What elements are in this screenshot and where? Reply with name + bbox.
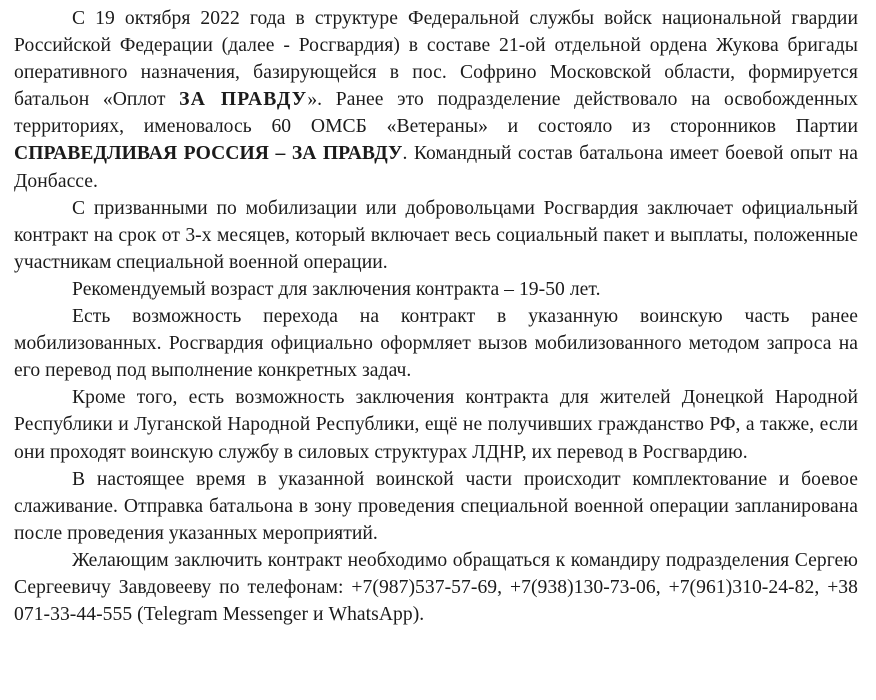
document-page bbox=[14, 5, 858, 628]
bold-party-name: СПРАВЕДЛИВАЯ РОССИЯ – ЗА ПРАВДУ bbox=[14, 143, 403, 165]
paragraph-contract-terms: С призванными по мобилизации или добровольцами Росгвардия заключает официальный контракт на срок от 3-х месяцев, который включает весь социальный пакет и выплаты, положенные участникам специальной военной операции. bbox=[14, 197, 858, 273]
paragraph-text: . Командный состав батальона имеет боевой опыт на Донбассе. bbox=[14, 143, 858, 192]
paragraph-battalion-formation bbox=[14, 5, 858, 195]
bold-slogan: ЗА ПРАВДУ bbox=[179, 89, 308, 111]
paragraph-text: ». Ранее это подразделение действовало на освобожденных территориях, именовалось 60 ОМСБ «Ветераны» и состояло из сторонников Партии bbox=[14, 89, 859, 138]
paragraph-contact-info: Желающим заключить контракт необходимо обращаться к командиру подразделения Сергею Сергеевичу Завдовееву по телефонам: +7(987)537-57-69, +7(938)130-73-06, +7(961)310-24-82, +38 071-33-44-555 (Telegram Messenger и WhatsApp). bbox=[14, 549, 858, 626]
paragraph-current-status: В настоящее время в указанной воинской части происходит комплектование и боевое слаживание. Отправка батальона в зону проведения специальной военной операции запланирована после проведения указанных мероприятий. bbox=[14, 468, 858, 544]
paragraph-transfer-mobilized: Есть возможность перехода на контракт в указанную воинскую часть ранее мобилизованных. Росгвардия официально оформляет вызов мобилизованного методом запроса на его перевод под выполнение конкретных задач. bbox=[14, 306, 858, 382]
paragraph-text: С 19 октября 2022 года в структуре Федеральной службы войск национальной гвардии Российской Федерации (далее - Росгвардия) в составе 21-ой отдельной ордена Жукова бригады оперативного назначения, базирующейся в пос. Софрино Московской области, формируется батальон «Оплот bbox=[14, 8, 858, 111]
paragraph-dnr-lnr-residents: Кроме того, есть возможность заключения контракта для жителей Донецкой Народной Республики и Луганской Народной Республики, ещё не получивших гражданство РФ, а также, если они проходят воинскую службу в силовых структурах ЛДНР, их перевод в Росгвардию. bbox=[14, 387, 858, 463]
paragraph-recommended-age: Рекомендуемый возраст для заключения контракта – 19-50 лет. bbox=[72, 278, 601, 300]
